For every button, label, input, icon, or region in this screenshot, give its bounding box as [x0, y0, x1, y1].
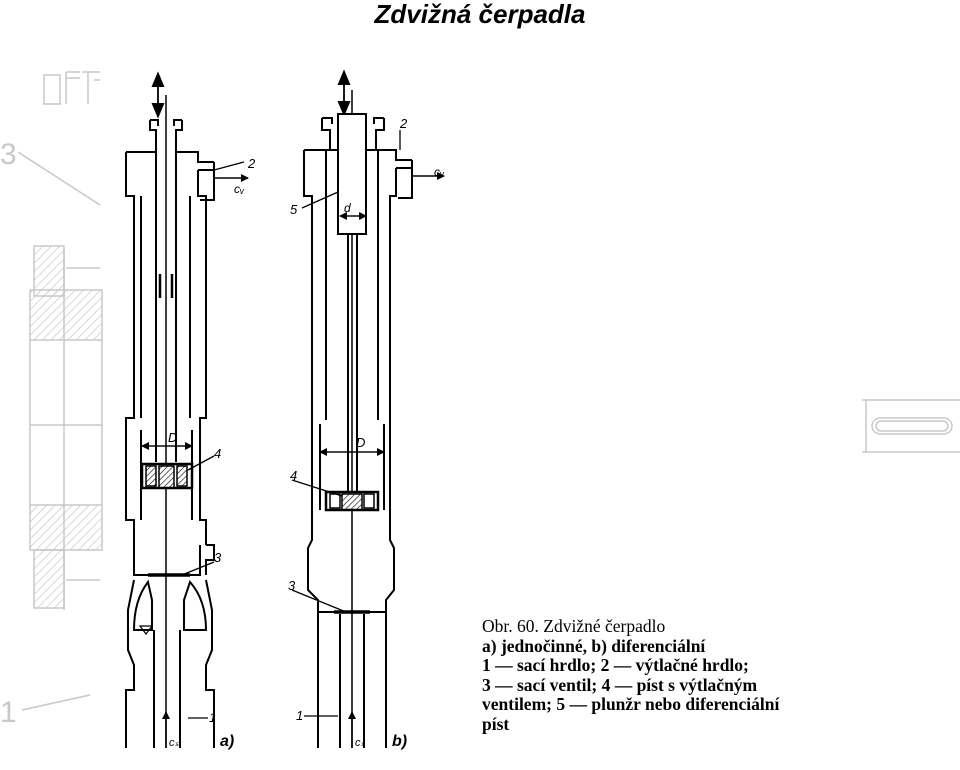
fig-b-label-5: 5: [290, 202, 298, 217]
fig-b-label-cs: cₛ: [355, 737, 365, 749]
fig-b-label-D: D: [356, 435, 366, 450]
caption-line-4: 3 — sací ventil; 4 — píst s výtlačným: [482, 674, 758, 695]
fig-a-label-4: 4: [214, 446, 222, 461]
fig-a-label-cs: cₛ: [169, 737, 179, 749]
slide-title: Zdvižná čerpadla: [374, 0, 586, 29]
fig-b-label-d: d: [344, 201, 351, 215]
background-ghost-drawing: [18, 72, 102, 710]
fig-b-panel-label: b): [392, 733, 408, 750]
caption-line-3: 1 — sací hrdlo; 2 — výtlačné hrdlo;: [482, 655, 749, 675]
caption-line-5: ventilem; 5 — plunžr nebo diferenciální: [482, 694, 780, 714]
fig-b-label-4: 4: [290, 468, 298, 483]
caption-line-2: a) jednočinné, b) diferenciální: [482, 635, 706, 656]
ghost-label-3: 3: [0, 138, 17, 171]
fig-b-label-1: 1: [296, 708, 304, 723]
ghost-label-1: 1: [0, 696, 17, 729]
fig-b-label-3: 3: [288, 578, 296, 593]
fig-a-label-D: D: [168, 430, 178, 445]
figure-caption: [482, 617, 952, 734]
caption-line-6: píst: [482, 713, 510, 734]
figure-a-single-acting-pump: [126, 74, 248, 748]
fig-a-label-3: 3: [214, 550, 222, 565]
figure-b-differential-pump: [292, 72, 444, 748]
fig-a-label-2: 2: [248, 156, 256, 171]
fig-b-label-cv: cᵥ: [434, 165, 445, 179]
fig-a-label-cv: cᵥ: [234, 182, 245, 196]
caption-line-1: Obr. 60. Zdvižné čerpadlo: [482, 616, 666, 636]
fig-a-panel-label: a): [220, 733, 235, 750]
fig-a-label-1: 1: [209, 710, 217, 725]
background-ghost-shaft: [862, 400, 960, 452]
fig-b-label-2: 2: [400, 116, 408, 131]
